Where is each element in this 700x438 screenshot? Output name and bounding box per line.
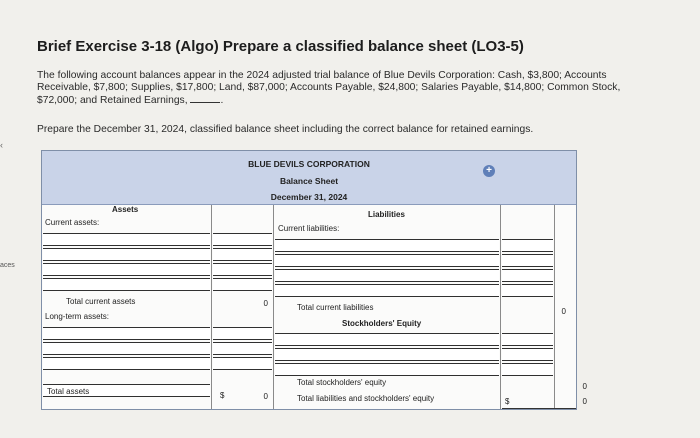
asset-amount-input[interactable]	[213, 248, 272, 261]
total-liabilities-equity-label: Total liabilities and stockholders' equity	[297, 394, 435, 403]
collapse-arrow-icon[interactable]: ‹	[0, 140, 3, 150]
total-assets-value: 0	[263, 392, 268, 401]
asset-account-input[interactable]	[43, 342, 210, 355]
liability-account-input[interactable]	[275, 284, 499, 297]
side-tab-label[interactable]: aces	[0, 262, 15, 269]
liability-account-input[interactable]	[275, 254, 499, 267]
asset-amount-input[interactable]	[213, 357, 272, 370]
equity-account-input[interactable]	[275, 348, 499, 361]
total-current-assets-value: 0	[263, 299, 268, 308]
column-divider	[500, 205, 501, 409]
liabilities-heading: Liabilities	[368, 210, 405, 219]
problem-description	[37, 70, 662, 107]
page-title: Brief Exercise 3-18 (Algo) Prepare a classified balance sheet (LO3-5)	[37, 38, 524, 55]
asset-account-input[interactable]	[43, 263, 210, 276]
equity-amount-input[interactable]	[502, 333, 553, 346]
column-divider	[273, 205, 274, 409]
statement-date: December 31, 2024	[270, 192, 348, 202]
assets-heading: Assets	[112, 205, 139, 214]
asset-account-input[interactable]	[43, 327, 210, 340]
company-name: BLUE DEVILS CORPORATION	[248, 159, 370, 169]
liability-amount-input[interactable]	[502, 269, 553, 282]
sheet-header	[42, 151, 576, 205]
total-current-liabilities-value: 0	[561, 307, 566, 316]
equity-amount-input[interactable]	[502, 348, 553, 361]
column-divider	[211, 205, 212, 409]
asset-account-input[interactable]	[43, 357, 210, 370]
equity-account-input[interactable]	[275, 333, 499, 346]
current-assets-label: Current assets:	[45, 218, 100, 227]
long-term-assets-label: Long-term assets:	[45, 312, 110, 321]
liability-amount-input[interactable]	[502, 284, 553, 297]
total-liabilities-equity-value: 0	[582, 397, 587, 406]
total-current-liabilities-label: Total current liabilities	[297, 303, 374, 312]
liability-amount-input[interactable]	[502, 254, 553, 267]
asset-amount-input[interactable]	[213, 342, 272, 355]
balance-sheet-worksheet	[41, 150, 587, 410]
total-liabilities-equity-dollar: $	[505, 397, 510, 406]
problem-text-end: .	[220, 95, 224, 106]
asset-amount-input[interactable]	[213, 327, 272, 340]
liability-account-input[interactable]	[275, 239, 499, 252]
asset-amount-input[interactable]	[213, 263, 272, 276]
asset-account-input[interactable]	[43, 278, 210, 291]
statement-name: Balance Sheet	[279, 176, 339, 186]
retained-earnings-blank	[190, 94, 220, 103]
double-underline	[502, 408, 576, 409]
liability-amount-input[interactable]	[502, 239, 553, 252]
stockholders-equity-heading: Stockholders' Equity	[342, 319, 422, 328]
asset-account-input[interactable]	[43, 248, 210, 261]
asset-account-input[interactable]	[43, 233, 210, 246]
liability-account-input[interactable]	[275, 269, 499, 282]
total-assets-dollar: $	[220, 391, 225, 400]
total-stockholders-equity-value: 0	[582, 382, 587, 391]
current-liabilities-label: Current liabilities:	[278, 224, 340, 233]
total-current-assets-label: Total current assets	[66, 297, 136, 306]
equity-account-input[interactable]	[275, 363, 499, 376]
add-row-plus-icon[interactable]: +	[483, 165, 495, 177]
asset-amount-input[interactable]	[213, 278, 272, 291]
problem-text: The following account balances appear in the 2024 adjusted trial balance of Blue Devils Corporation: Cash, $3,800; Accounts Receivable, $7,800; Supplies, $17,800; Land, $87,000; Accounts Payable, $24,800; Salaries Payable, $14,800; Common Stock, $72,000; and Retained Earnings,	[37, 70, 621, 106]
equity-amount-input[interactable]	[502, 363, 553, 376]
instruction-text: Prepare the December 31, 2024, classified balance sheet including the correct balance for retained earnings.	[37, 124, 534, 135]
total-assets-label: Total assets	[47, 387, 90, 396]
total-stockholders-equity-label: Total stockholders' equity	[297, 378, 387, 387]
asset-amount-input[interactable]	[213, 233, 272, 246]
